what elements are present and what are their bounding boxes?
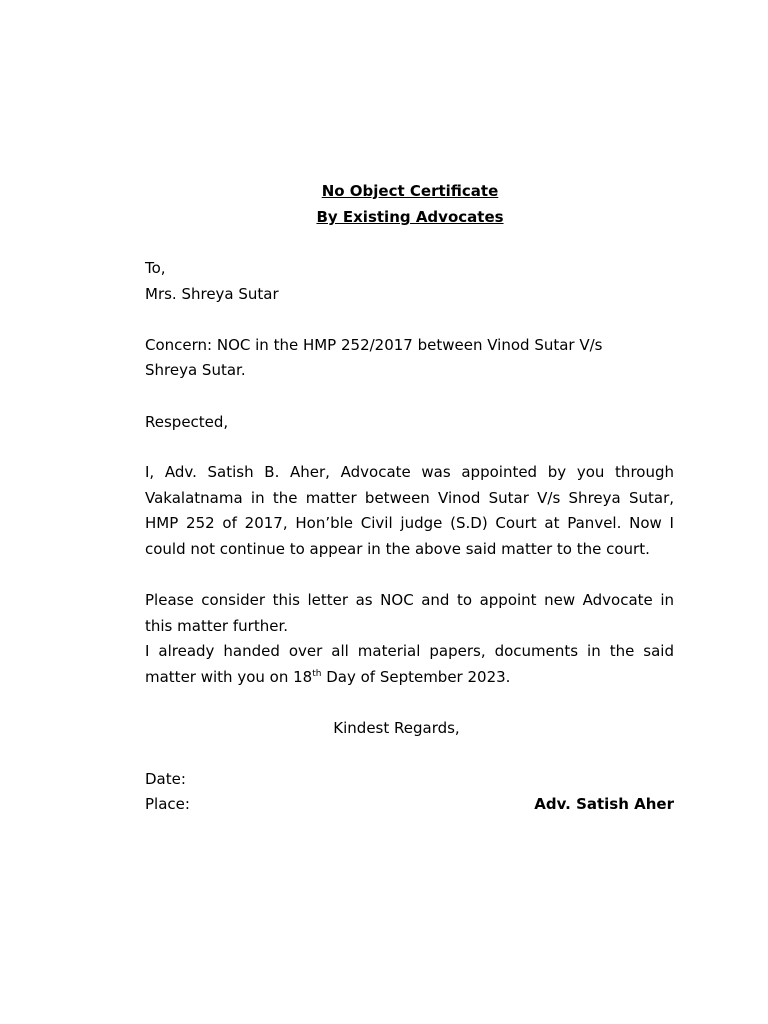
date-label: Date: [145,770,186,788]
paragraph-3-line-1: I already handed over all material papers, documents in the said [145,642,674,660]
paragraph-3-line-2-prefix: matter with you on 18 [145,668,313,686]
paragraph-1-line-4: could not continue to appear in the above said matter to the court. [145,540,650,558]
paragraph-2-line-1: Please consider this letter as NOC and to appoint new Advocate in [145,591,674,609]
paragraph-1-line-2: Vakalatnama in the matter between Vinod Sutar V/s Shreya Sutar, [145,489,674,507]
paragraph-3-line-2-suffix: Day of September 2023. [321,668,511,686]
paragraph-1-line-3: HMP 252 of 2017, Hon’ble Civil judge (S.D) Court at Panvel. Now I [145,514,674,532]
salutation: Respected, [145,413,229,431]
recipient-name: Mrs. Shreya Sutar [145,285,279,303]
closing-regards: Kindest Regards, [333,719,460,737]
advocate-signature: Adv. Satish Aher [534,795,674,813]
concern-line-1: Concern: NOC in the HMP 252/2017 between Vinod Sutar V/s [145,336,603,354]
place-label: Place: [145,795,190,813]
recipient-to: To, [145,259,166,277]
concern-line-2: Shreya Sutar. [145,361,246,379]
paragraph-1-line-1: I, Adv. Satish B. Aher, Advocate was appointed by you through [145,463,674,481]
paragraph-2-line-2: this matter further. [145,617,288,635]
ordinal-suffix: th [312,669,322,679]
document-title: No Object Certificate [321,182,499,200]
document-subtitle: By Existing Advocates [316,208,504,226]
paragraph-3-line-2 [145,667,674,687]
